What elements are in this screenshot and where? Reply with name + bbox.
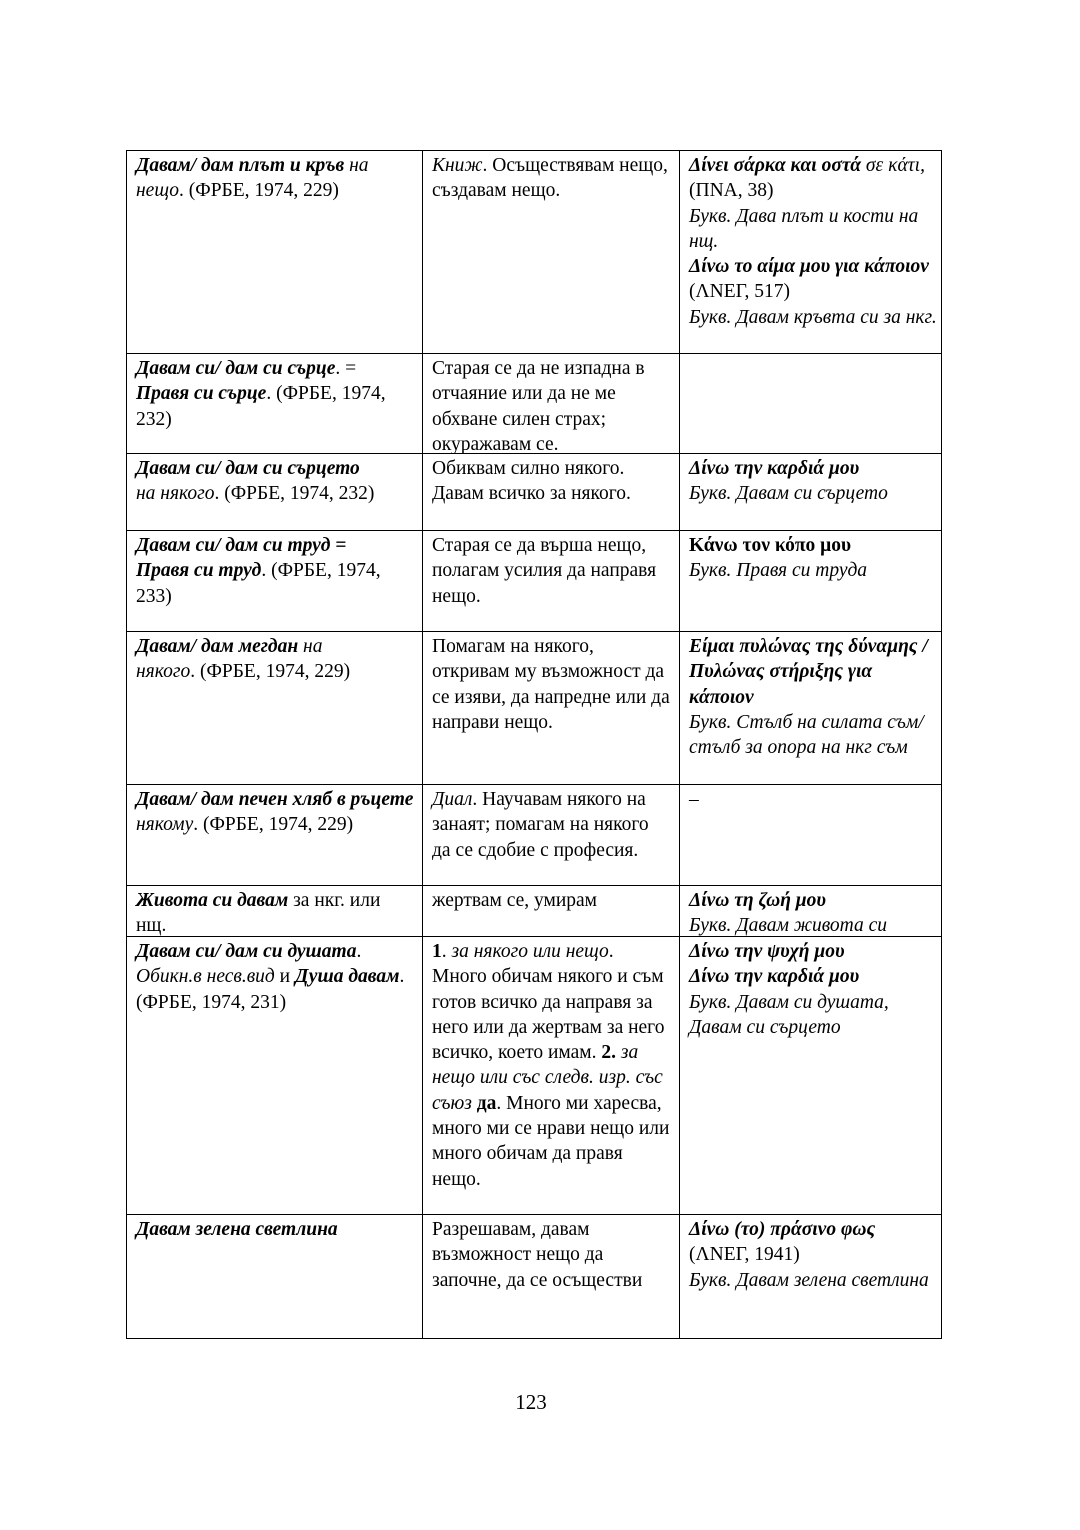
table-row <box>126 453 942 530</box>
cell-text: σε κάτι, <box>861 155 925 176</box>
cell-text: за нещо или със следв. изр. със съюз <box>432 1042 663 1114</box>
cell-text: . (ФРБЕ, 1974, 229) <box>179 180 339 202</box>
cell-text: Букв. Давам си душата, Давам си сърцето <box>689 991 889 1038</box>
table-row <box>126 1214 942 1339</box>
table-row <box>126 936 942 1214</box>
greek-equivalent-cell <box>679 1215 942 1338</box>
phraseology-table <box>126 150 942 1337</box>
cell-text: . = <box>335 358 357 379</box>
cell-text: за нкг. или нщ. <box>136 890 381 936</box>
greek-equivalent-cell <box>679 531 942 631</box>
cell-text: жертвам се, умирам <box>432 890 598 911</box>
cell-text: Диал <box>432 789 473 810</box>
table-row <box>126 631 942 784</box>
cell-text: Разрешавам, давам възможност нещо да започне, да се осъществи <box>432 1219 643 1291</box>
greek-equivalent-cell <box>679 151 942 353</box>
cell-text: (ΛΝΕΓ, 517) <box>689 281 791 303</box>
greek-equivalent-cell <box>679 886 942 936</box>
table-row <box>126 784 942 885</box>
cell-text: Букв. Правя си труда <box>689 560 868 582</box>
cell-text: Обиквам силно някого. Давам всичко за някого. <box>432 458 631 505</box>
cell-text: и <box>274 966 295 988</box>
cell-text: някого <box>136 661 191 683</box>
cell-text: 1 <box>432 941 442 962</box>
cell-text: – <box>689 789 699 810</box>
meaning-cell <box>422 151 679 353</box>
cell-text: Букв. Давам кръвта си за нкг. <box>689 306 937 328</box>
cell-text: . (ФРБЕ, 1974, 229) <box>190 661 351 683</box>
cell-text: Давам/ дам печен хляб в ръцете <box>136 789 414 810</box>
table-row <box>126 150 942 353</box>
cell-text: Δίνω την ψυχή μου <box>689 941 845 962</box>
cell-text: Правя си сърце <box>136 383 267 405</box>
meaning-cell <box>422 632 679 784</box>
table-row <box>126 885 942 936</box>
cell-text: Букв. Стълб на силата съм/ стълб за опора на нкг съм <box>689 711 924 759</box>
meaning-cell <box>422 454 679 530</box>
cell-text: . (ФРБЕ, 1974, 232) <box>214 483 375 505</box>
cell-text: Букв. Давам зелена светлина <box>689 1269 929 1291</box>
cell-text: . (ФРБЕ, 1974, 232) <box>136 383 386 430</box>
cell-text: 2. <box>601 1042 617 1064</box>
cell-text: на някого <box>136 483 215 505</box>
cell-text: Δίνει σάρκα και οστά <box>689 155 862 176</box>
meaning-cell <box>422 886 679 936</box>
cell-text: Букв. Давам живота си <box>689 915 888 936</box>
cell-text: на нещо <box>136 155 369 202</box>
cell-text: Давам/ дам мегдан <box>136 636 299 657</box>
cell-text: Правя си труд <box>136 560 262 582</box>
cell-text: Книж <box>432 155 483 176</box>
cell-text: . (ФРБЕ, 1974, 233) <box>136 560 381 607</box>
cell-text: . Осъществявам нещо, създавам нещо. <box>432 155 668 202</box>
greek-equivalent-cell <box>679 785 942 885</box>
cell-text: Старая се да върша нещо, полагам усилия да направя нещо. <box>432 535 657 607</box>
cell-text: Букв. Давам си сърцето <box>689 483 888 505</box>
greek-equivalent-cell <box>679 354 942 453</box>
meaning-cell <box>422 531 679 631</box>
cell-text: Δίνω το αίμα μου για κάποιον <box>689 256 929 278</box>
cell-text: Душа давам <box>294 966 400 988</box>
cell-text: . (ФРБЕ, 1974, 229) <box>193 814 354 836</box>
cell-text: Давам си/ дам си труд = <box>136 535 347 556</box>
table-row <box>126 353 942 453</box>
cell-text: Обикн.в несв.вид <box>136 966 275 988</box>
idiom-cell <box>126 886 422 936</box>
cell-text: Κάνω τον κόπο μου <box>689 535 852 556</box>
cell-text: на <box>298 636 323 657</box>
cell-text: Помагам на някого, откривам му възможност да се изяви, да напредне или да направи нещо. <box>432 636 670 733</box>
cell-text: да <box>476 1092 497 1114</box>
cell-text: Δίνω την καρδιά μου <box>689 966 860 988</box>
idiom-cell <box>126 531 422 631</box>
cell-text: Букв. Дава плът и кости на нщ. <box>689 205 919 252</box>
idiom-cell <box>126 354 422 453</box>
idiom-cell <box>126 151 422 353</box>
idiom-cell <box>126 454 422 530</box>
idiom-cell <box>126 1215 422 1338</box>
cell-text: . <box>356 941 362 962</box>
greek-equivalent-cell <box>679 632 942 784</box>
meaning-cell <box>422 785 679 885</box>
idiom-cell <box>126 632 422 784</box>
meaning-cell <box>422 937 679 1214</box>
greek-equivalent-cell <box>679 454 942 530</box>
cell-text: Давам/ дам плът и кръв <box>136 155 345 176</box>
cell-text: . Много ми харесва, много ми се нрави нещо или много обичам да правя нещо. <box>432 1092 670 1190</box>
cell-text: . Научавам някого на занаят; помагам на някого да се сдобие с професия. <box>432 789 649 861</box>
cell-text: Живота си давам <box>136 890 289 911</box>
cell-text: (ΛΝΕΓ, 1941) <box>689 1244 800 1266</box>
cell-text: Давам си/ дам си сърце <box>136 358 336 379</box>
meaning-cell <box>422 354 679 453</box>
cell-text: Δίνω τη ζωή μου <box>689 890 826 911</box>
cell-text: (ΠΝΑ, 38) <box>689 180 774 202</box>
cell-text: . <box>441 941 452 962</box>
cell-text: Δίνω (το) πράσινο φως <box>689 1219 876 1240</box>
cell-text: . (ФРБЕ, 1974, 231) <box>136 966 405 1013</box>
page-number: 123 <box>515 1390 547 1414</box>
meaning-cell <box>422 1215 679 1338</box>
cell-text: Είμαι πυλώνας της δύναμης / Πυλώνας στήριξης για κάποιον <box>689 636 928 708</box>
cell-text: Давам си/ дам си сърцето <box>136 458 360 479</box>
cell-text: Давам си/ дам си душата <box>136 941 357 962</box>
cell-text: Давам зелена светлина <box>136 1219 338 1240</box>
idiom-cell <box>126 937 422 1214</box>
greek-equivalent-cell <box>679 937 942 1214</box>
cell-text: Старая се да не изпадна в отчаяние или да не ме обхване силен страх; окуражавам се. <box>432 358 645 453</box>
table-row <box>126 530 942 631</box>
cell-text: някому <box>136 814 194 836</box>
cell-text: за някого или нещо <box>451 941 609 962</box>
cell-text: . Много обичам някого и съм готов всичко да направя за него или да жертвам за него всичко, което имам. <box>432 941 665 1064</box>
cell-text: Δίνω την καρδιά μου <box>689 458 860 479</box>
idiom-cell <box>126 785 422 885</box>
